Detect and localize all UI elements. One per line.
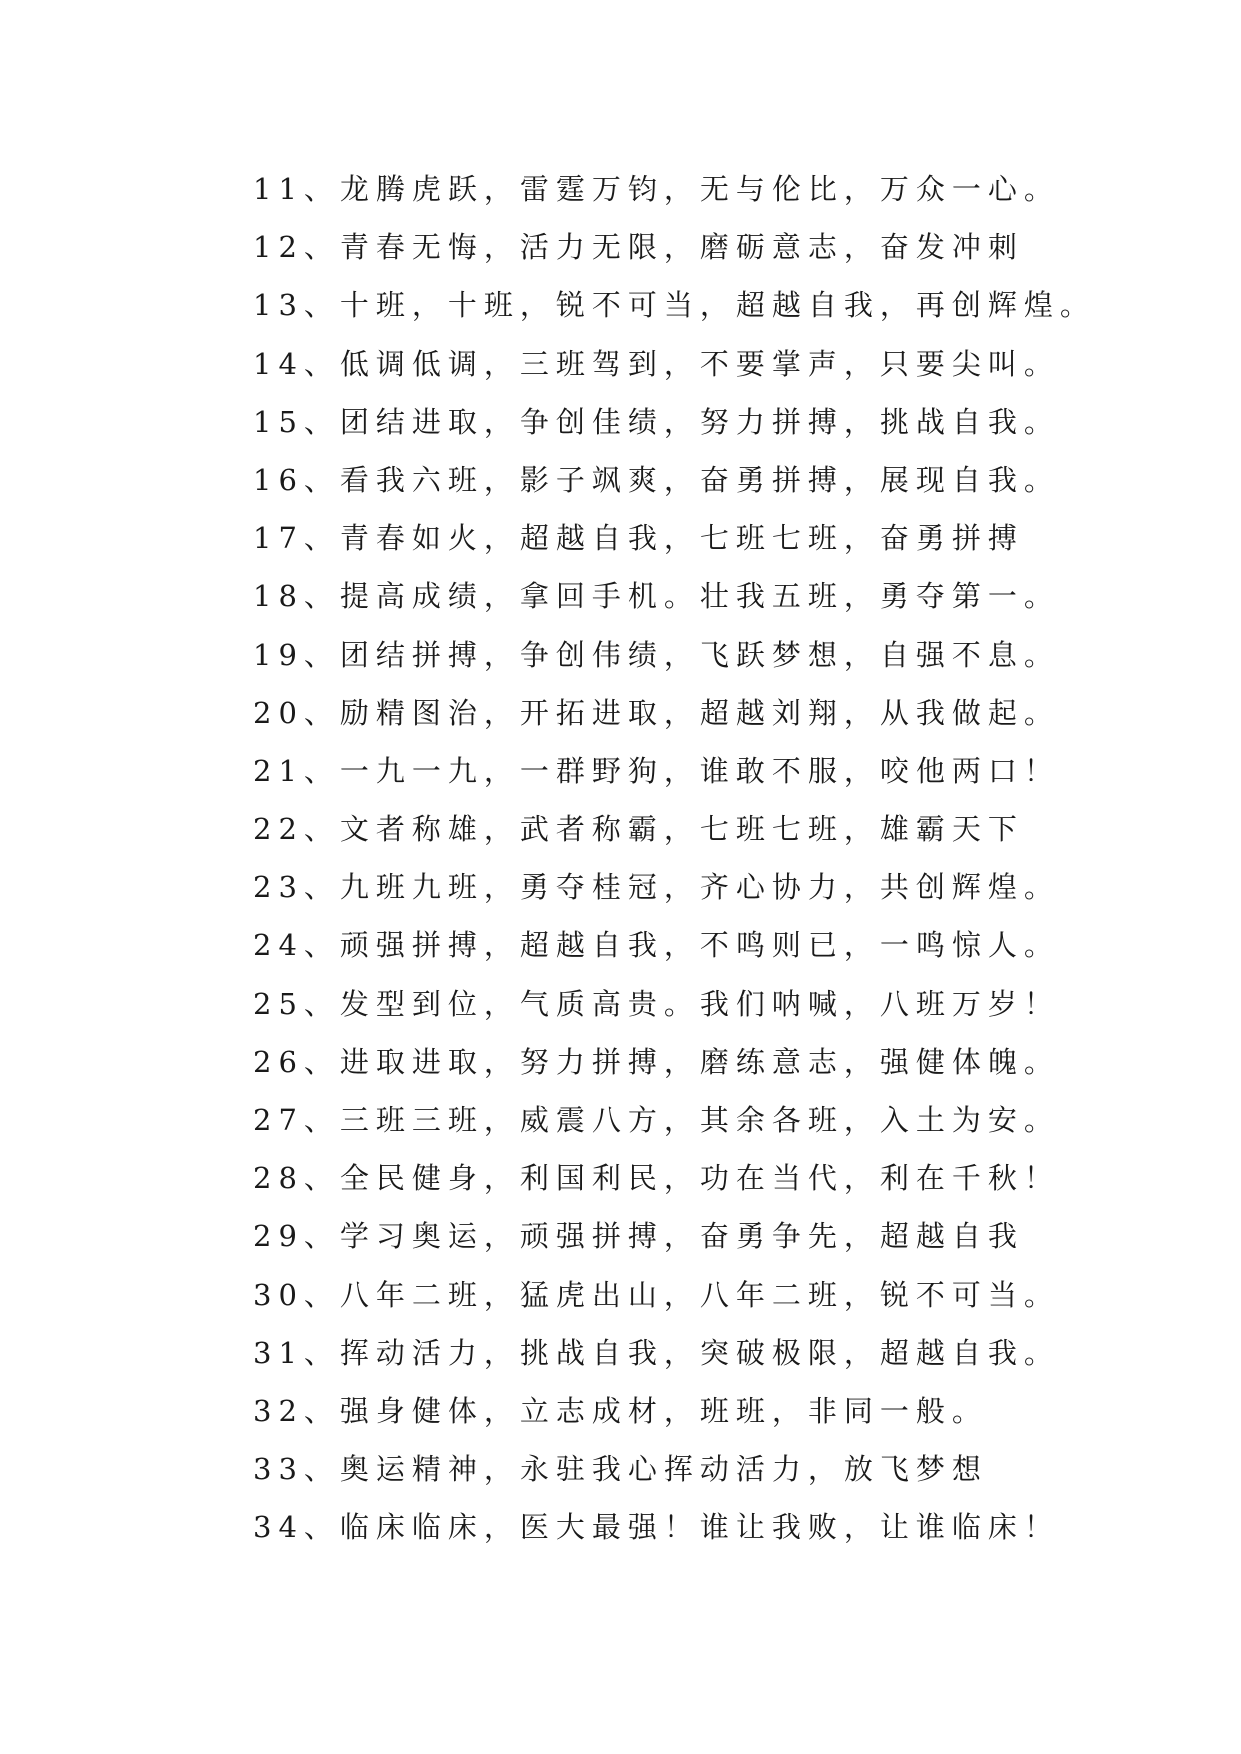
slogan-line: 21、一九一九，一群野狗，谁敢不服，咬他两口！ [253,753,1060,788]
slogan-line: 34、临床临床，医大最强！谁让我败，让谁临床！ [253,1510,1060,1545]
slogan-line: 15、团结进取，争创佳绩，努力拼搏，挑战自我。 [253,404,1060,439]
slogan-line: 33、奥运精神，永驻我心挥动活力，放飞梦想 [253,1452,988,1487]
slogan-line: 12、青春无悔，活力无限，磨砺意志，奋发冲刺 [253,230,1024,265]
slogan-line: 28、全民健身，利国利民，功在当代，利在千秋！ [253,1161,1060,1196]
slogan-line: 11、龙腾虎跃，雷霆万钧，无与伦比，万众一心。 [253,172,1060,206]
slogan-line: 30、八年二班，猛虎出山，八年二班，锐不可当。 [253,1277,1060,1312]
slogan-line: 32、强身健体，立志成材，班班，非同一般。 [253,1393,988,1428]
slogan-line: 26、进取进取，努力拼搏，磨练意志，强健体魄。 [253,1044,1060,1079]
slogan-line: 24、顽强拼搏，超越自我，不鸣则已，一鸣惊人。 [253,928,1060,963]
slogan-line: 13、十班，十班，锐不可当，超越自我，再创辉煌。 [253,288,1096,323]
slogan-line: 16、看我六班，影子飒爽，奋勇拼搏，展现自我。 [253,462,1060,497]
slogan-line: 18、提高成绩，拿回手机。壮我五班，勇夺第一。 [253,579,1060,614]
slogan-line: 19、团结拼搏，争创伟绩，飞跃梦想，自强不息。 [253,637,1060,672]
slogan-line: 29、学习奥运，顽强拼搏，奋勇争先，超越自我 [253,1219,1024,1254]
slogan-line: 22、文者称雄，武者称霸，七班七班，雄霸天下 [253,812,1024,847]
slogan-line: 17、青春如火，超越自我，七班七班，奋勇拼搏 [253,521,1024,556]
slogan-line: 25、发型到位，气质高贵。我们呐喊，八班万岁！ [253,986,1060,1021]
slogan-list [253,160,1153,1557]
slogan-line: 14、低调低调，三班驾到，不要掌声，只要尖叫。 [253,346,1060,381]
slogan-line: 23、九班九班，勇夺桂冠，齐心协力，共创辉煌。 [253,870,1060,905]
slogan-line: 20、励精图治，开拓进取，超越刘翔，从我做起。 [253,695,1060,730]
slogan-line: 31、挥动活力，挑战自我，突破极限，超越自我。 [253,1335,1060,1370]
slogan-line: 27、三班三班，威震八方，其余各班，入土为安。 [253,1103,1060,1137]
